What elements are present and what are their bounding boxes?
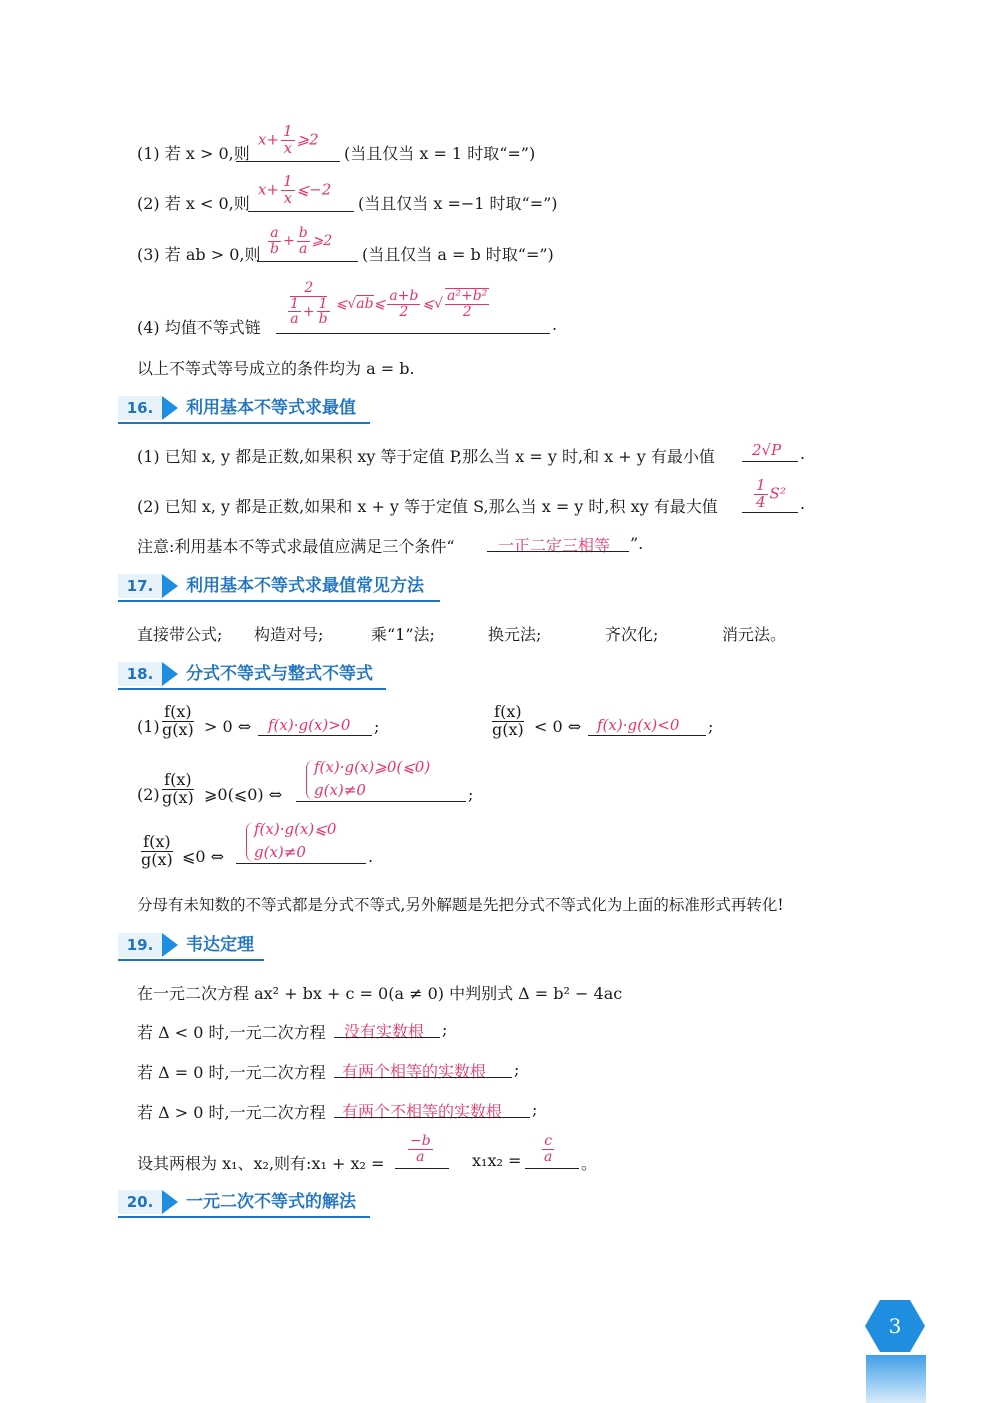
item-4-suffix: . [552,315,558,334]
s18-dot: . [368,847,374,866]
s19-product-answer: $\frac{c}{a}$ [544,1133,553,1165]
equality-note: 以上不等式等号成立的条件均为 a = b. [137,359,415,378]
item-3-answer: $\frac{a}{b}$ + $\frac{b}{a}$ ⩾2 [270,225,333,257]
s19-case1-answer: 没有实数根 [344,1022,425,1041]
s18-blank-2 [588,735,706,736]
s18-answer-4b: g(x)≠0 [254,843,306,861]
s19-case2-answer: 有两个相等的实数根 [342,1062,487,1081]
section-18-title: 分式不等式与整式不等式 [186,664,373,684]
s19-intro: 在一元二次方程 ax² + bx + c = 0(a ≠ 0) 中判别式 Δ = b² − 4ac [137,984,623,1003]
s19-sum-answer: $\frac{-b}{a}$ [410,1133,431,1165]
section-18-underline [118,688,386,690]
section-16-title: 利用基本不等式求最值 [186,398,356,418]
item-3-suffix: (当且仅当 a = b 时取“=”) [362,245,554,264]
s16-line2-answer: $\frac{1}{4}$ S² [756,476,786,511]
method-4: 换元法; [488,625,542,644]
s18-answer-2: f(x)·g(x)<0 [597,716,680,734]
method-1: 直接带公式; [137,625,223,644]
section-18-number: 18. [118,662,162,686]
item-2-blank [248,211,354,212]
s18-semi-3: ; [468,785,474,804]
s18-semi-2: ; [708,717,714,736]
s19-case2-prefix: 若 Δ = 0 时,一元二次方程 [137,1063,326,1082]
section-16-number: 16. [118,396,162,420]
s18-answer-3a: f(x)·g(x)⩾0(⩽0) [314,758,431,776]
section-17-underline [118,600,440,602]
s18-lt0: < 0 ⇔ [534,717,582,736]
s18-item1-label: (1) [137,717,160,736]
s16-line2-prefix: (2) 已知 x, y 都是正数,如果和 x + y 等于定值 S,那么当 x = y 时,积 xy 有最大值 [137,497,718,516]
s18-answer-4a: f(x)·g(x)⩽0 [254,820,337,838]
s18-answer-1: f(x)·g(x)>0 [268,716,351,734]
section-17-number: 17. [118,574,162,598]
section-arrow-icon [162,662,178,686]
section-arrow-icon [162,396,178,420]
s16-note-prefix: 注意:利用基本不等式求最值应满足三个条件“ [137,537,455,556]
item-2-prefix: (2) 若 x < 0,则 [137,194,250,213]
section-arrow-icon [162,574,178,598]
s16-line1-suffix: . [800,444,806,463]
page-corner-gradient [866,1355,926,1403]
method-6: 消元法。 [722,625,787,644]
s18-gt0: > 0 ⇔ [204,717,252,736]
item-3-prefix: (3) 若 ab > 0,则 [137,245,261,264]
s19-sum-blank [395,1168,449,1169]
s16-line1-prefix: (1) 已知 x, y 都是正数,如果积 xy 等于定值 P,那么当 x = y 时,和 x + y 有最小值 [137,447,715,466]
method-2: 构造对号; [254,625,324,644]
s19-product-blank [525,1168,579,1169]
section-16-underline [118,422,370,424]
s16-line2-suffix: . [800,494,806,513]
s16-note-suffix: ”. [630,534,644,553]
item-4-blank [276,333,550,334]
s19-case1-prefix: 若 Δ < 0 时,一元二次方程 [137,1023,326,1042]
item-4-answer-mean-chain: 2 $\frac{1}{a}$ + $\frac{1}{b}$ ⩽√ab⩽ $\frac{a+b}{2}$ ⩽√ $\frac{\text{a²+b²}}{2}$ [290,280,488,328]
s18-fraction-fg: $\frac{f(x)}{g(x)}$ [162,702,194,739]
page-number: 3 [888,1314,902,1338]
section-19-header [118,931,264,961]
item-1-suffix: (当且仅当 x = 1 时取“=”) [344,144,536,163]
section-20-underline [118,1216,370,1218]
s18-note: 分母有未知数的不等式都是分式不等式,另外解题是先把分式不等式化为上面的标准形式再转化! [137,896,784,914]
s16-line2-blank [742,512,798,513]
s19-end: 。 [581,1154,598,1173]
item-1-blank [236,161,340,162]
section-19-number: 19. [118,933,162,957]
section-20-number: 20. [118,1190,162,1214]
s19-case3-semi: ; [532,1100,538,1119]
s16-note-blank [487,551,629,552]
s18-blank-4 [236,863,366,864]
item-1-answer: x+ $\frac{1}{x}$ ⩾2 [258,122,319,157]
page-number-badge [864,1298,926,1354]
item-1-prefix: (1) 若 x > 0,则 [137,144,250,163]
s18-ge0: ⩾0(⩽0) ⇔ [204,785,283,804]
s18-le0: ⩽0 ⇔ [182,847,225,866]
item-4-prefix: (4) 均值不等式链 [137,318,261,337]
s18-answer-3b: g(x)≠0 [314,781,366,799]
s16-line1-blank [742,461,798,462]
s16-note-answer: 一正二定三相等 [498,536,611,555]
s19-case3-answer: 有两个不相等的实数根 [342,1102,503,1121]
s19-case2-blank [334,1077,512,1078]
section-18-header [118,660,386,690]
s19-product-prefix: x₁x₂ = [472,1151,522,1170]
s19-roots-prefix: 设其两根为 x₁、x₂,则有:x₁ + x₂ = [137,1154,385,1173]
section-arrow-icon [162,1190,178,1214]
s18-fraction-fg-2: $\frac{f(x)}{g(x)}$ [492,702,524,739]
s18-blank-1 [258,735,372,736]
method-5: 齐次化; [605,625,659,644]
item-3-blank [257,261,358,262]
s19-case3-prefix: 若 Δ > 0 时,一元二次方程 [137,1103,326,1122]
s19-case3-blank [334,1117,530,1118]
method-3: 乘“1”法; [371,625,435,644]
section-17-title: 利用基本不等式求最值常见方法 [186,576,424,596]
s18-fraction-fg-3: $\frac{f(x)}{g(x)}$ [162,770,194,807]
item-2-answer: x+ $\frac{1}{x}$ ⩽−2 [258,172,332,207]
s19-case1-blank [334,1037,440,1038]
s19-case1-semi: ; [442,1020,448,1039]
section-19-title: 韦达定理 [186,935,254,955]
section-20-title: 一元二次不等式的解法 [186,1192,356,1212]
s18-semi-1: ; [374,717,380,736]
section-19-underline [118,959,264,961]
section-arrow-icon [162,933,178,957]
section-16-header [118,394,370,424]
item-2-suffix: (当且仅当 x =−1 时取“=”) [358,194,558,213]
section-20-header [118,1188,370,1218]
s18-fraction-fg-4: $\frac{f(x)}{g(x)}$ [141,832,173,869]
s18-blank-3 [296,801,466,802]
s19-case2-semi: ; [514,1060,520,1079]
s16-line1-answer: 2√P [752,441,782,459]
section-17-header [118,572,440,602]
s18-item2-label: (2) [137,785,160,804]
